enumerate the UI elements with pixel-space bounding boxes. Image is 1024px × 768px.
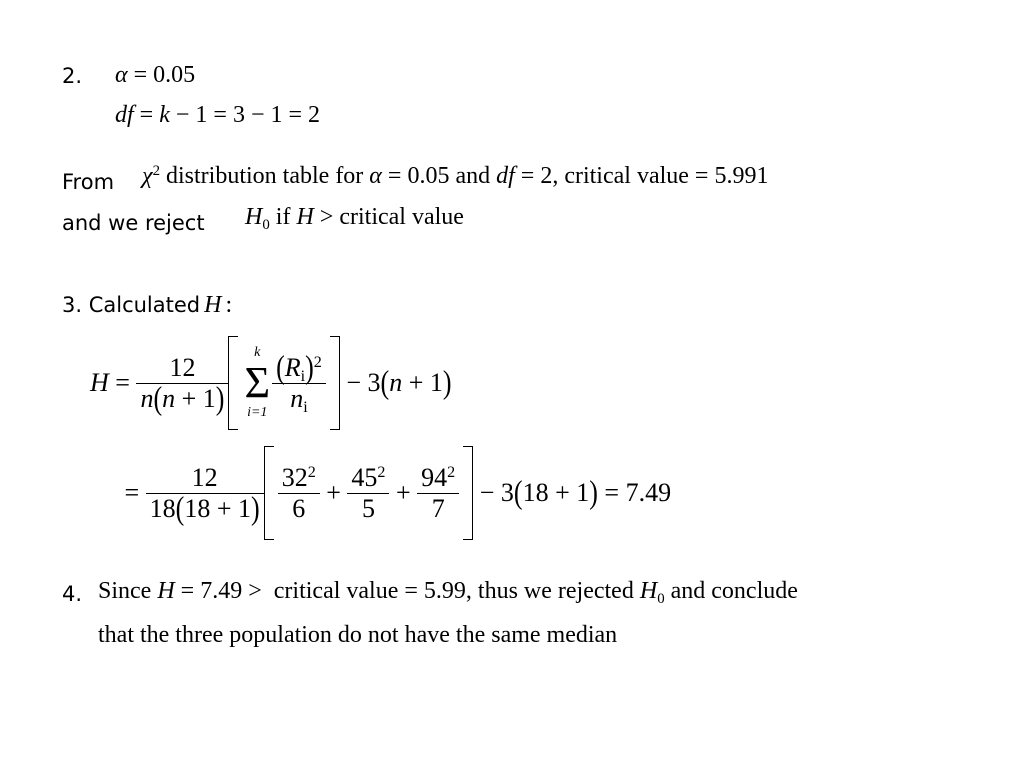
from-df-value: 2, (540, 163, 559, 189)
chi-symbol: χ (142, 163, 153, 189)
from-df: df (496, 163, 515, 189)
step4-since: Since (98, 578, 152, 604)
f2-result: 7.49 (625, 478, 672, 507)
f1-summation (244, 345, 270, 421)
step4-h: H (157, 578, 175, 604)
step4-critical-value: 5.99, (423, 578, 472, 604)
step-3-colon: : (225, 292, 233, 318)
from-text1: distribution table for (166, 163, 364, 189)
f1-h: H (90, 368, 109, 397)
f2-tail: 3(18 + 1) (500, 474, 598, 511)
step4-h0-sub: 0 (657, 591, 665, 608)
from-and: and (455, 163, 491, 189)
step-4-conclusion-line1: Since H = 7.49 > critical value = 5.99, thus we rejected $H_0$ and conclude (98, 578, 798, 608)
chi-square-statement: $\chi^2$ distribution table for α = 0.05 and df = 2, critical value = 5.991 (142, 162, 769, 189)
f1-sigma: Σ (244, 358, 271, 407)
step4-critical-text: critical value (273, 578, 399, 604)
f1-left-bracket (228, 336, 238, 430)
df-symbol: df (115, 102, 134, 128)
step-3-heading (62, 292, 232, 319)
df-expr-tail: 1 = 3 − 1 = 2 (195, 102, 321, 128)
step-2-number: 2. (62, 64, 83, 88)
reject-label: and we reject (62, 211, 205, 235)
step4-h-value: 7.49 (200, 578, 243, 604)
reject-condition: $H_0$ if H > critical value (245, 204, 464, 234)
step-3-h: H (204, 292, 222, 318)
f2-term-2: $\frac{45^2}{5}$ (347, 463, 389, 524)
f1-tail: 3(n + 1) (367, 364, 452, 401)
alpha-value: 0.05 (153, 62, 196, 88)
f2-coefficient-fraction (146, 463, 264, 524)
from-alpha-value: 0.05 (407, 163, 450, 189)
f1-rank-num: $(R_i)^2$ (272, 353, 326, 384)
f1-sum-bottom: i=1 (247, 405, 268, 420)
alpha-symbol: α (115, 62, 128, 88)
f1-den: n(n + 1) (140, 379, 225, 416)
from-critical-text: critical value (564, 163, 689, 189)
chi-sup: 2 (152, 162, 160, 179)
step-3-label: 3. Calculated (62, 293, 201, 317)
from-alpha: α (369, 163, 382, 189)
step4-text-end: and conclude (670, 578, 798, 604)
step4-text-mid: thus we rejected (477, 578, 634, 604)
step-4-conclusion-line2: that the three population do not have the same median (98, 622, 618, 648)
reject-h2: H (296, 204, 314, 230)
f2-right-bracket (463, 446, 473, 540)
reject-tail: critical value (339, 204, 464, 230)
f1-rank-den: $n_i$ (290, 383, 308, 417)
f2-term-1: $\frac{32^2}{6}$ (278, 463, 320, 524)
step-4-number: 4. (62, 582, 83, 606)
reject-h-sub: 0 (262, 217, 270, 234)
step4-h0: H (639, 578, 658, 604)
h-computation: = $\frac{12}{18(18 + 1)}$ $\frac{32^2}{6}$ + $\frac{45^2}{5}$ + $\frac{94^2}{7}$ − 3(18 + 1) = 7.49 (118, 446, 671, 540)
df-k: k (159, 102, 170, 128)
from-label: From (62, 170, 115, 194)
alpha-equation: α = 0.05 (115, 62, 196, 88)
f2-den: 18(18 + 1) (149, 489, 260, 526)
reject-h: H (245, 204, 263, 230)
f2-num: 12 (146, 463, 264, 494)
h-formula: H = $\frac{12}{n(n + 1)}$ k Σ i=1 $\frac{(R_i)^2}{n_i}$ − 3(n + 1) (90, 336, 452, 430)
f1-rank-fraction (272, 348, 326, 417)
f1-num: 12 (136, 353, 228, 384)
f2-left-bracket (264, 446, 274, 540)
df-equation: df = k − 1 = 3 − 1 = 2 (115, 102, 321, 128)
f2-term-3: $\frac{94^2}{7}$ (417, 463, 459, 524)
from-critical-value: 5.991 (714, 163, 769, 189)
reject-if: if (275, 204, 291, 230)
f1-right-bracket (330, 336, 340, 430)
f1-sum-top: k (254, 345, 261, 360)
f1-coefficient-fraction (136, 353, 228, 414)
